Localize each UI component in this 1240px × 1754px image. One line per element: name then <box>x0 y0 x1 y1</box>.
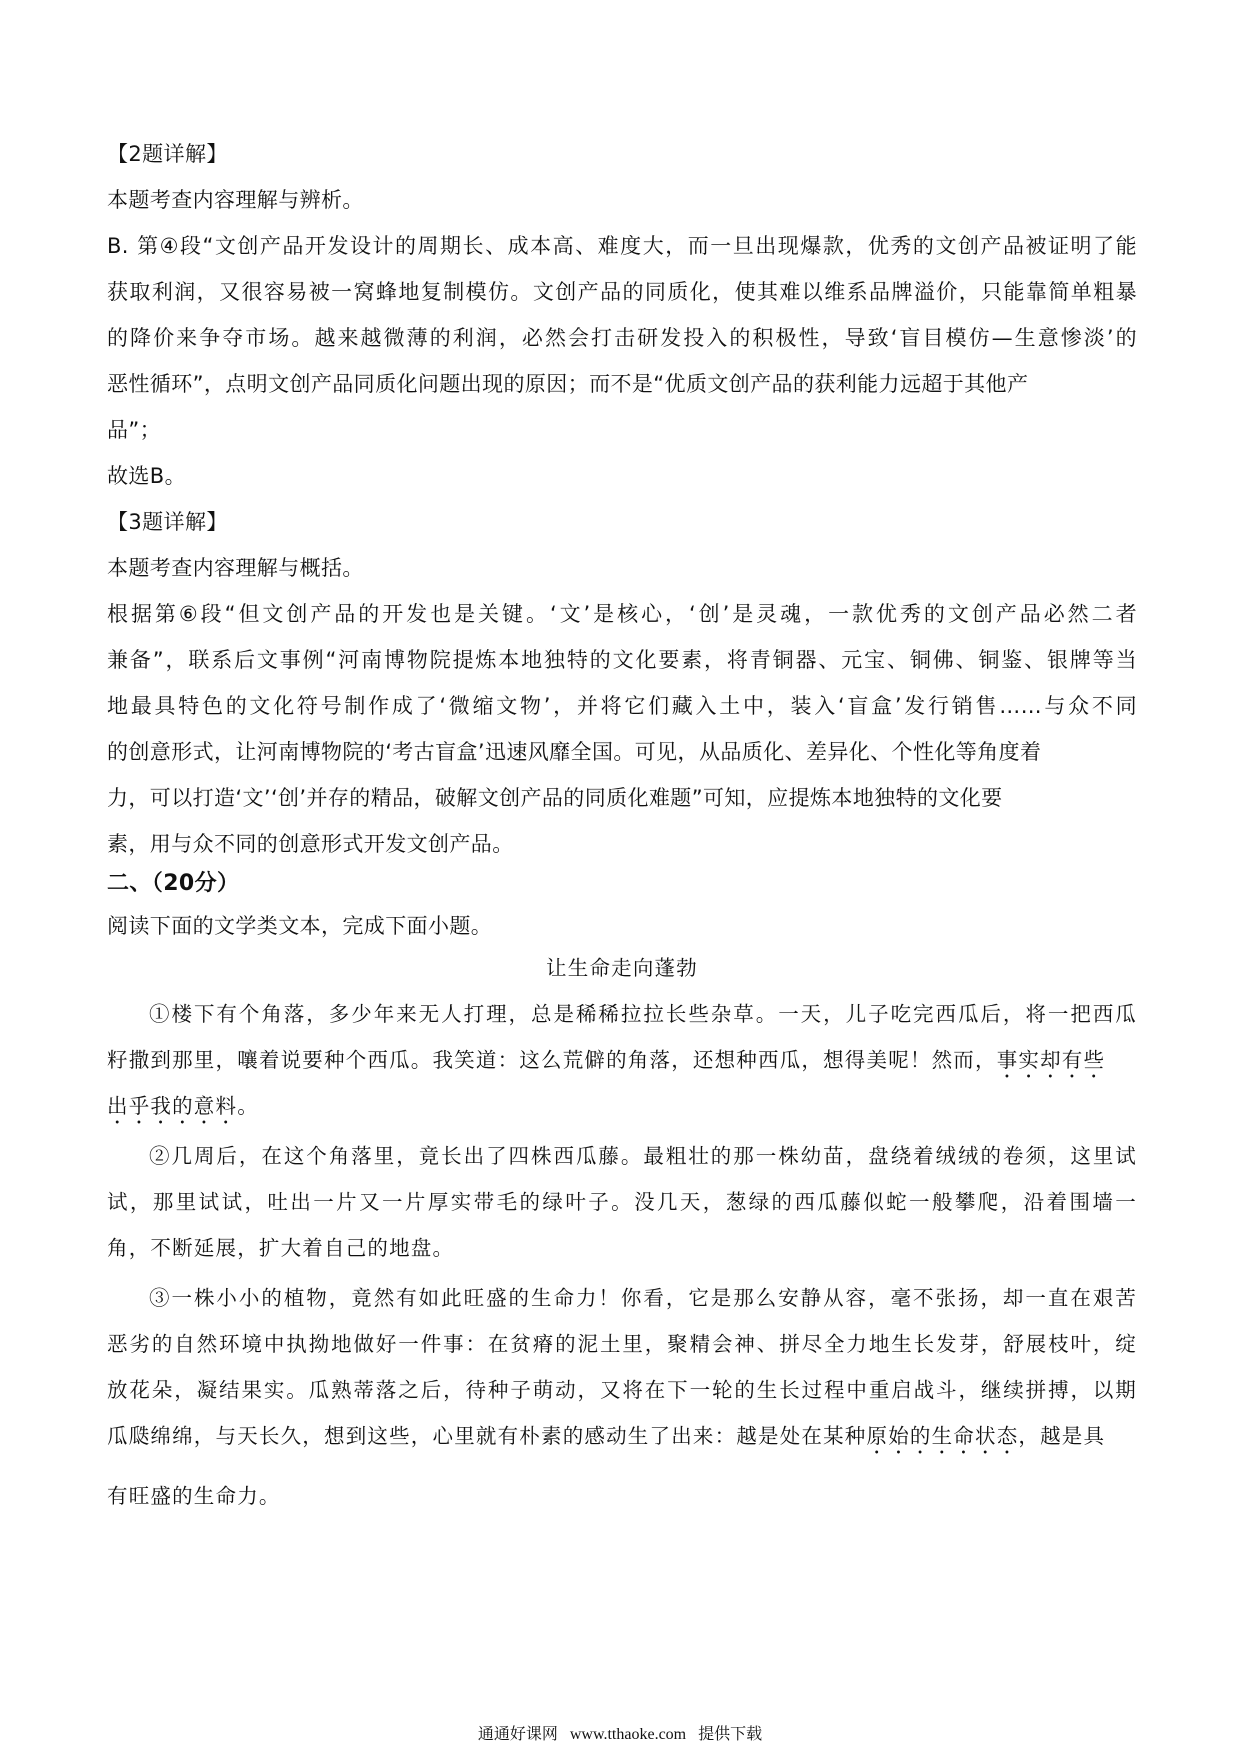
p1-text: 籽撒到那里，嚷着说要种个西瓜。我笑道：这么荒僻的角落，还想种西瓜，想得美呢！然而， <box>107 1048 997 1072</box>
q3-heading: 【3题详解】 <box>107 510 228 534</box>
q3-text-line: 的创意形式，让河南博物院的‘考古盲盒’迅速风靡全国。可见，从品质化、差异化、个性化等角度着 <box>107 740 1042 764</box>
q2-text-line: 品”； <box>107 418 162 442</box>
p1-line <box>107 1046 1137 1083</box>
q3-text-line: 力，可以打造‘文’‘创’并存的精品，破解文创产品的同质化难题”可知，应提炼本地独特的文化要 <box>107 786 1003 810</box>
emphasized-text: 出乎我的意料 <box>107 1094 238 1118</box>
p3-line: ③一株小小的植物，竟然有如此旺盛的生命力！你看，它是那么安静从容，毫不张扬，却一直在艰苦 <box>149 1286 1137 1310</box>
p2-line: 角，不断延展，扩大着自己的地盘。 <box>107 1236 455 1260</box>
p1-text: 。 <box>237 1094 259 1118</box>
p3-text: ，越是具 <box>1018 1424 1106 1448</box>
p3-text: 瓜瓞绵绵，与天长久，想到这些，心里就有朴素的感动生了出来：越是处在某种 <box>107 1424 867 1448</box>
q2-text-line: 获取利润，又很容易被一窝蜂地复制模仿。文创产品的同质化，使其难以维系品牌溢价，只能靠简单粗暴 <box>107 280 1137 304</box>
p1-line: ①楼下有个角落，多少年来无人打理，总是稀稀拉拉长些杂草。一天，儿子吃完西瓜后，将一把西瓜 <box>149 1002 1137 1026</box>
p1-line <box>107 1092 1137 1129</box>
q2-intro: 本题考查内容理解与辨析。 <box>107 188 364 212</box>
section-heading: 二、（20分） <box>107 871 240 896</box>
q2-text-line: 的降价来争夺市场。越来越微薄的利润，必然会打击研发投入的积极性，导致‘盲目模仿—生意惨淡’的 <box>107 326 1137 350</box>
section-instruction: 阅读下面的文学类文本，完成下面小题。 <box>107 914 493 938</box>
article-title: 让生命走向蓬勃 <box>546 956 698 980</box>
footer-suffix: 提供下载 <box>698 1726 763 1743</box>
p3-line: 放花朵，凝结果实。瓜熟蒂落之后，待种子萌动，又将在下一轮的生长过程中重启战斗，继续拼搏，以期 <box>107 1378 1137 1402</box>
p3-line <box>107 1422 1137 1459</box>
q2-text-line: B. 第④段“文创产品开发设计的周期长、成本高、难度大，而一旦出现爆款，优秀的文创产品被证明了能 <box>107 234 1137 258</box>
p2-line: 试，那里试试，吐出一片又一片厚实带毛的绿叶子。没几天，葱绿的西瓜藤似蛇一般攀爬，沿着围墙一 <box>107 1190 1137 1214</box>
q2-answer: 故选B。 <box>107 464 187 488</box>
q3-text-line: 根据第⑥段“但文创产品的开发也是关键。‘文’是核心，‘创’是灵魂，一款优秀的文创产品必然二者 <box>107 602 1137 626</box>
page-footer <box>0 1724 1240 1746</box>
q2-heading: 【2题详解】 <box>107 142 228 166</box>
q2-text-line: 恶性循环”，点明文创产品同质化问题出现的原因；而不是“优质文创产品的获利能力远超于其他产 <box>107 372 1029 396</box>
emphasized-text: 事实却有些 <box>996 1048 1106 1072</box>
p3-line: 有旺盛的生命力。 <box>107 1484 281 1508</box>
p2-line: ②几周后，在这个角落里，竟长出了四株西瓜藤。最粗壮的那一株幼苗，盘绕着绒绒的卷须，这里试 <box>149 1144 1137 1168</box>
footer-url-link[interactable]: www.tthaoke.com <box>569 1726 687 1743</box>
emphasized-text: 原始的生命状态 <box>866 1424 1019 1448</box>
q3-text-line: 兼备”，联系后文事例“河南博物院提炼本地独特的文化要素，将青铜器、元宝、铜佛、铜鉴、银牌等当 <box>107 648 1137 672</box>
q3-text-line: 地最具特色的文化符号制作成了‘微缩文物’，并将它们藏入土中，装入‘盲盒’发行销售……与众不同 <box>107 694 1137 718</box>
footer-site-name: 通通好课网 <box>477 1726 558 1743</box>
q3-intro: 本题考查内容理解与概括。 <box>107 556 364 580</box>
q3-text-line: 素，用与众不同的创意形式开发文创产品。 <box>107 832 514 856</box>
p3-line: 恶劣的自然环境中执拗地做好一件事：在贫瘠的泥土里，聚精会神、拼尽全力地生长发芽，舒展枝叶，绽 <box>107 1332 1137 1356</box>
